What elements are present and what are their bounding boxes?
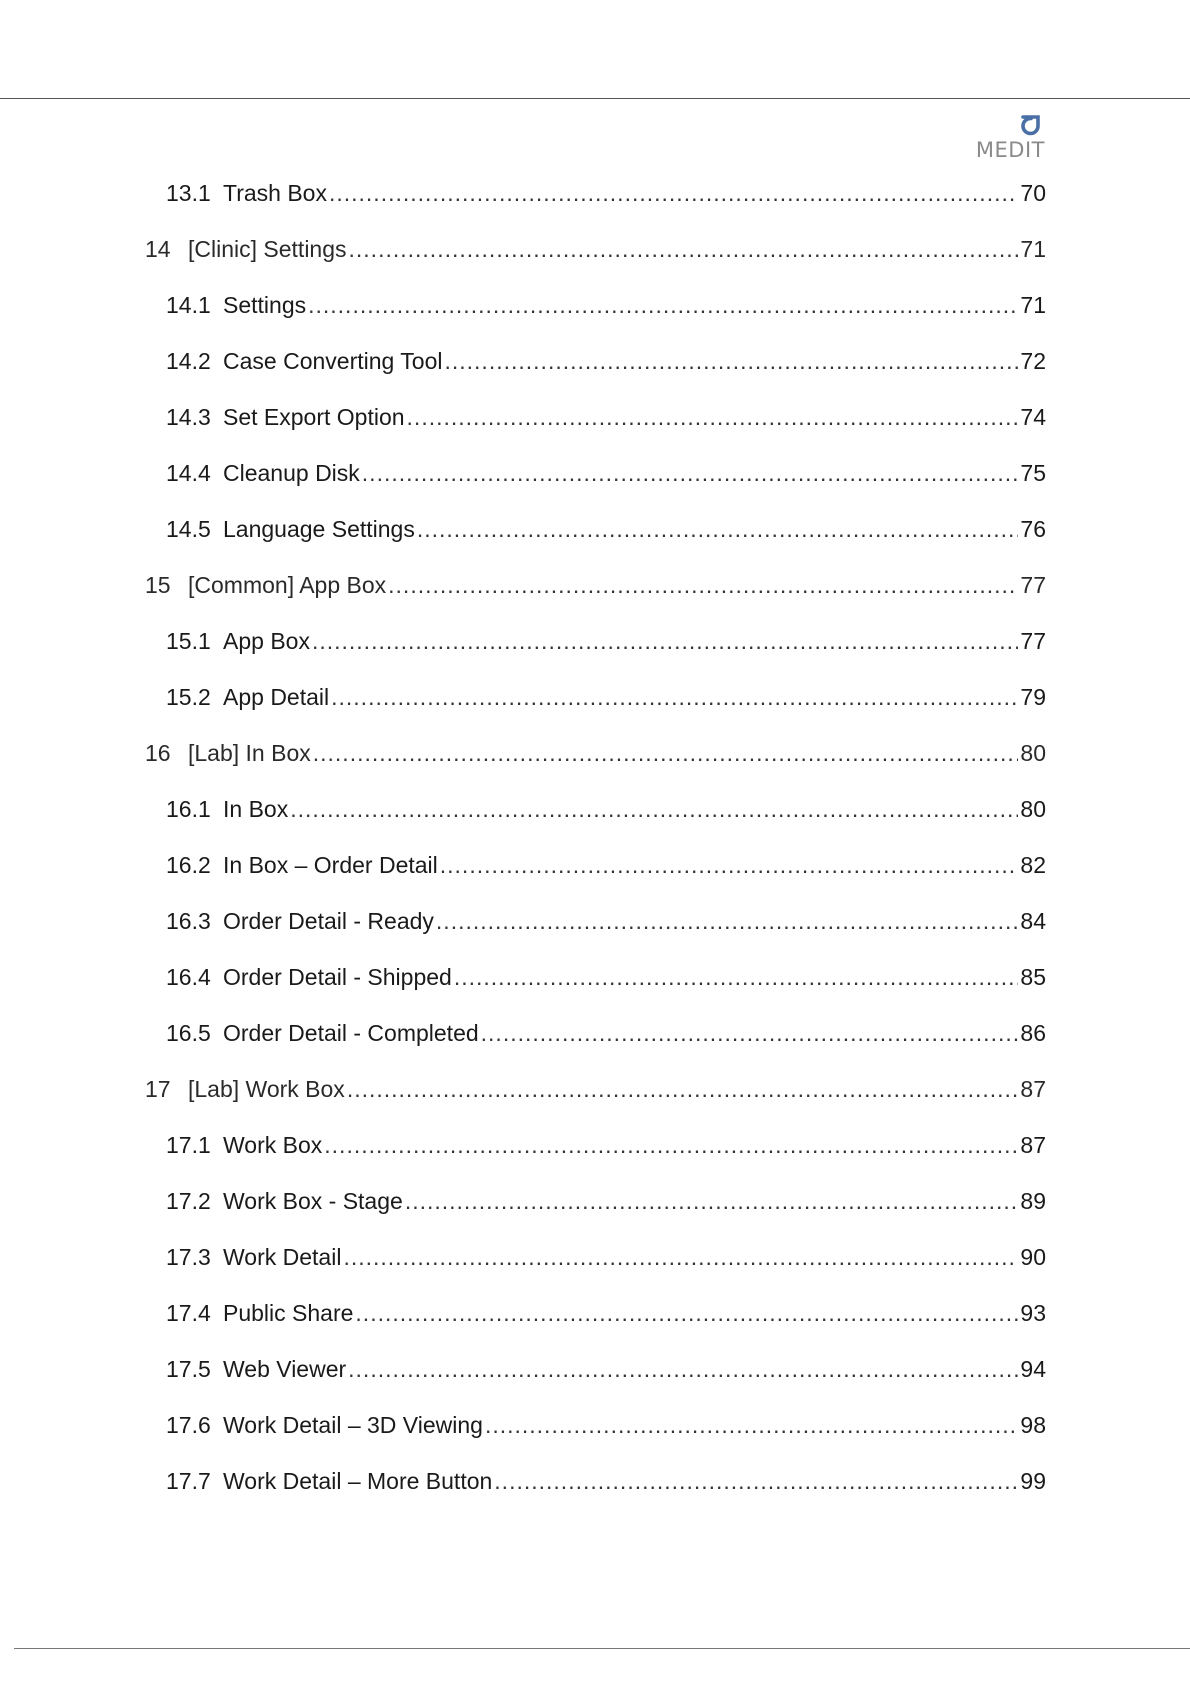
- toc-entry-page: 84: [1020, 908, 1046, 934]
- toc-entry[interactable]: [145, 231, 1046, 267]
- toc-entry[interactable]: [166, 1239, 1046, 1275]
- toc-entry-page: 76: [1020, 516, 1046, 542]
- footer-rule: [14, 1648, 1190, 1649]
- toc-entry-title: Settings: [223, 292, 307, 318]
- dot-leader: [348, 1351, 1018, 1387]
- toc-entry-title: Public Share: [223, 1300, 354, 1326]
- toc-entry[interactable]: [166, 679, 1046, 715]
- toc-entry-number: 14.5: [166, 516, 211, 542]
- toc-entry-title: Language Settings: [223, 516, 415, 542]
- toc-entry[interactable]: [166, 1127, 1046, 1163]
- toc-entry-title: [Common] App Box: [188, 572, 387, 598]
- toc-entry-number: 15.1: [166, 628, 211, 654]
- toc-entry-title: Work Detail: [223, 1244, 342, 1270]
- toc-entry-number: 16.1: [166, 796, 211, 822]
- medit-logo-mark-icon: [1019, 112, 1043, 138]
- toc-entry-page: 82: [1020, 852, 1046, 878]
- dot-leader: [362, 455, 1019, 491]
- dot-leader: [417, 511, 1019, 547]
- toc-entry-number: 14.4: [166, 460, 211, 486]
- toc-entry-title: [Clinic] Settings: [188, 236, 347, 262]
- dot-leader: [405, 1183, 1019, 1219]
- dot-leader: [349, 231, 1019, 267]
- dot-leader: [407, 399, 1019, 435]
- toc-entry-number: 15.2: [166, 684, 211, 710]
- toc-entry-number: 17.2: [166, 1188, 211, 1214]
- toc-entry-title: In Box: [223, 796, 289, 822]
- toc-entry-title: Work Box - Stage: [223, 1188, 403, 1214]
- toc-entry-page: 94: [1020, 1356, 1046, 1382]
- toc-entry[interactable]: [166, 343, 1046, 379]
- toc-entry-title: Order Detail - Completed: [223, 1020, 479, 1046]
- toc-entry-page: 87: [1020, 1076, 1046, 1102]
- toc-entry-number: 14: [145, 236, 171, 262]
- dot-leader: [355, 1295, 1018, 1331]
- toc-entry-number: 17.3: [166, 1244, 211, 1270]
- toc-entry-number: 16.4: [166, 964, 211, 990]
- toc-entry-page: 77: [1020, 628, 1046, 654]
- toc-entry-page: 77: [1020, 572, 1046, 598]
- toc-entry-number: 17: [145, 1076, 171, 1102]
- dot-leader: [481, 1015, 1019, 1051]
- dot-leader: [440, 847, 1019, 883]
- medit-logo: [970, 112, 1045, 164]
- toc-entry[interactable]: [145, 567, 1046, 603]
- toc-entry-page: 99: [1020, 1468, 1046, 1494]
- dot-leader: [436, 903, 1018, 939]
- toc-entry-number: 17.7: [166, 1468, 211, 1494]
- toc-entry-page: 80: [1020, 796, 1046, 822]
- toc-entry[interactable]: [166, 399, 1046, 435]
- toc-entry-title: Work Detail – More Button: [223, 1468, 493, 1494]
- toc-entry-page: 89: [1020, 1188, 1046, 1214]
- dot-leader: [290, 791, 1018, 827]
- toc-entry[interactable]: [166, 1463, 1046, 1499]
- dot-leader: [454, 959, 1019, 995]
- toc-entry[interactable]: [166, 455, 1046, 491]
- toc-entry-title: Set Export Option: [223, 404, 405, 430]
- toc-entry-number: 14.2: [166, 348, 211, 374]
- toc-entry-number: 13.1: [166, 180, 211, 206]
- dot-leader: [347, 1071, 1019, 1107]
- toc-entry-number: 17.1: [166, 1132, 211, 1158]
- toc-entry-number: 14.1: [166, 292, 211, 318]
- dot-leader: [308, 287, 1018, 323]
- header-rule: [0, 98, 1190, 99]
- toc-entry-page: 75: [1020, 460, 1046, 486]
- toc-entry-page: 71: [1020, 292, 1046, 318]
- dot-leader: [313, 735, 1019, 771]
- toc-entry[interactable]: [166, 1295, 1046, 1331]
- dot-leader: [388, 567, 1018, 603]
- toc-entry-title: App Detail: [223, 684, 330, 710]
- toc-entry-page: 93: [1020, 1300, 1046, 1326]
- toc-entry[interactable]: [166, 1015, 1046, 1051]
- logo-text: MEDIT: [975, 138, 1045, 162]
- dot-leader: [331, 679, 1018, 715]
- dot-leader: [343, 1239, 1018, 1275]
- toc-entry-title: [Lab] In Box: [188, 740, 311, 766]
- toc-entry[interactable]: [166, 623, 1046, 659]
- toc-entry-page: 70: [1020, 180, 1046, 206]
- toc-entry-title: App Box: [223, 628, 310, 654]
- toc-entry-page: 90: [1020, 1244, 1046, 1270]
- toc-entry[interactable]: [145, 735, 1046, 771]
- dot-leader: [312, 623, 1018, 659]
- toc-entry-title: Case Converting Tool: [223, 348, 443, 374]
- toc-entry[interactable]: [166, 287, 1046, 323]
- toc-entry-title: Order Detail - Ready: [223, 908, 434, 934]
- toc-entry-title: Trash Box: [223, 180, 327, 206]
- toc-entry-page: 72: [1020, 348, 1046, 374]
- toc-entry-title: [Lab] Work Box: [188, 1076, 345, 1102]
- toc-entry-page: 85: [1020, 964, 1046, 990]
- toc-entry[interactable]: [166, 175, 1046, 211]
- toc-entry-page: 98: [1020, 1412, 1046, 1438]
- toc-entry-title: In Box – Order Detail: [223, 852, 438, 878]
- toc-entry[interactable]: [166, 791, 1046, 827]
- toc-entry-page: 74: [1020, 404, 1046, 430]
- toc-entry-title: Cleanup Disk: [223, 460, 360, 486]
- toc-entry-number: 17.5: [166, 1356, 211, 1382]
- toc-entry-page: 80: [1020, 740, 1046, 766]
- toc-entry-number: 17.6: [166, 1412, 211, 1438]
- toc-entry[interactable]: [166, 847, 1046, 883]
- toc-entry-number: 16.2: [166, 852, 211, 878]
- toc-entry-title: Order Detail - Shipped: [223, 964, 452, 990]
- toc-entry-number: 15: [145, 572, 171, 598]
- dot-leader: [324, 1127, 1018, 1163]
- toc-entry-page: 71: [1020, 236, 1046, 262]
- dot-leader: [329, 175, 1018, 211]
- dot-leader: [494, 1463, 1018, 1499]
- toc-entry-page: 86: [1020, 1020, 1046, 1046]
- toc-entry[interactable]: [166, 1183, 1046, 1219]
- toc-entry-page: 87: [1020, 1132, 1046, 1158]
- toc-entry-number: 17.4: [166, 1300, 211, 1326]
- toc-entry[interactable]: [166, 1351, 1046, 1387]
- toc-entry-title: Web Viewer: [223, 1356, 347, 1382]
- toc-entry-number: 14.3: [166, 404, 211, 430]
- toc-entry-title: Work Box: [223, 1132, 323, 1158]
- dot-leader: [444, 343, 1018, 379]
- toc-entry-number: 16: [145, 740, 171, 766]
- toc-entry[interactable]: [166, 959, 1046, 995]
- toc-entry[interactable]: [166, 903, 1046, 939]
- toc-entry[interactable]: [166, 1407, 1046, 1443]
- toc-entry-title: Work Detail – 3D Viewing: [223, 1412, 483, 1438]
- toc-entry-number: 16.5: [166, 1020, 211, 1046]
- toc-entry[interactable]: [145, 1071, 1046, 1107]
- toc-entry-page: 79: [1020, 684, 1046, 710]
- toc-entry-number: 16.3: [166, 908, 211, 934]
- dot-leader: [485, 1407, 1018, 1443]
- toc-entry[interactable]: [166, 511, 1046, 547]
